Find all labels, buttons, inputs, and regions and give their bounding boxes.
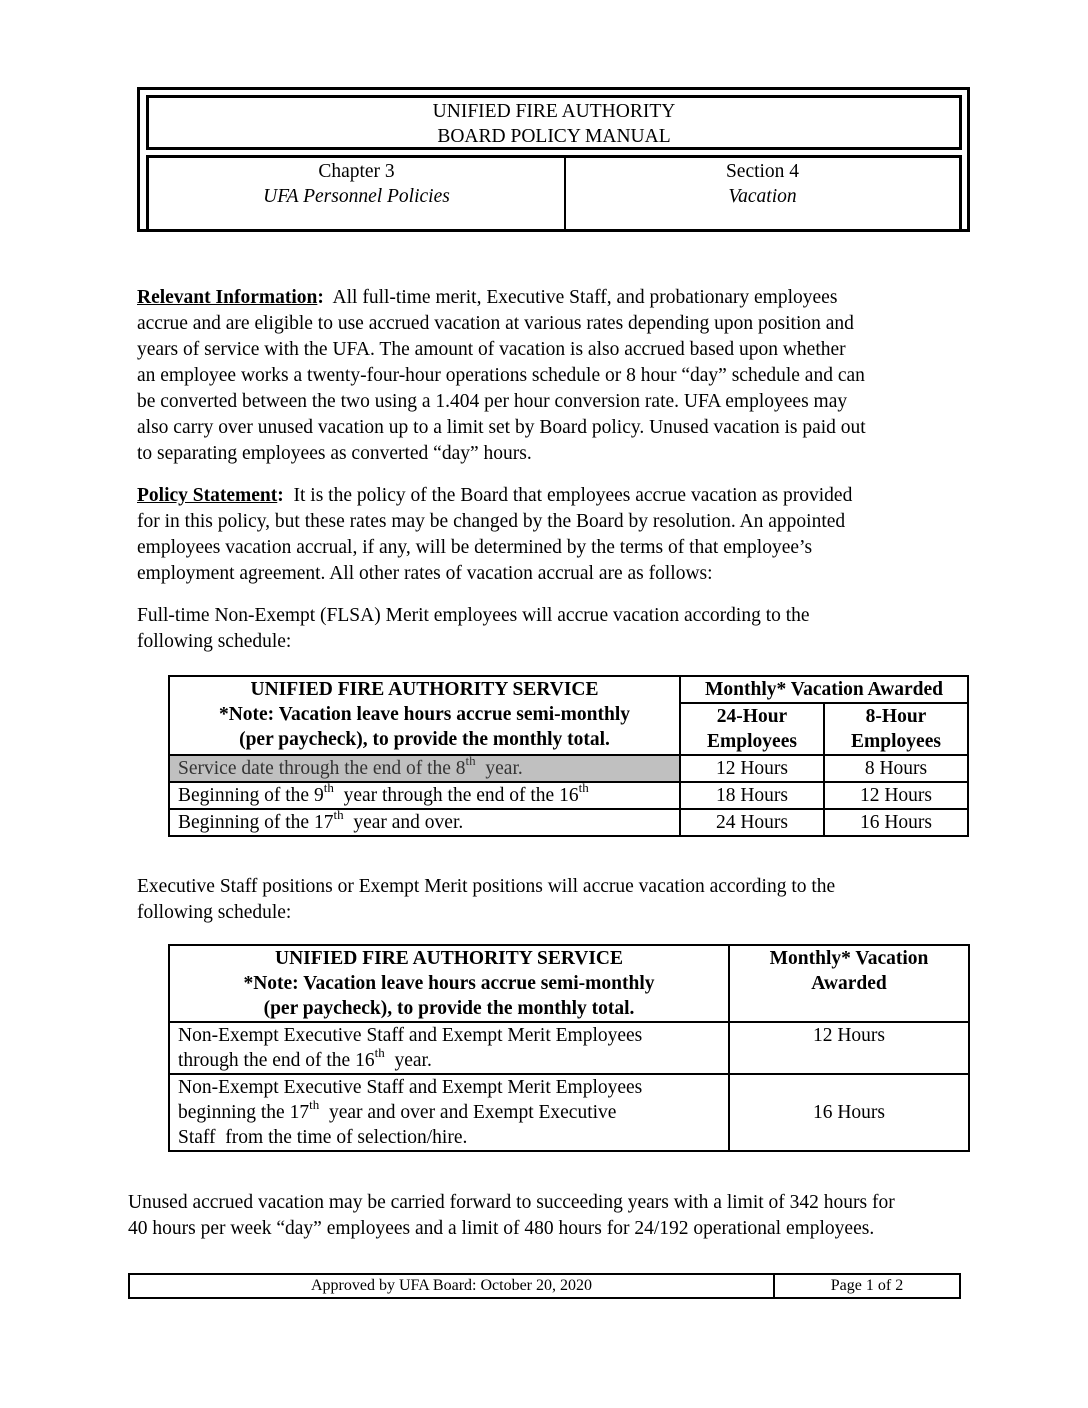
text-line: be converted between the two using a 1.404 per hour conversion rate. UFA employees may [137, 391, 848, 412]
header-line: Employees [707, 731, 797, 752]
8-hour-cell: 12 Hours [824, 782, 968, 809]
header-line: 8-Hour [865, 706, 927, 727]
hours-cell: 12 Hours [729, 1022, 969, 1074]
24-hour-cell: 12 Hours [680, 755, 824, 782]
table-row [169, 755, 968, 782]
header-line: 24-Hour [716, 706, 788, 727]
service-cell [169, 779, 680, 809]
relevant-information-paragraph [137, 285, 957, 467]
service-header-cell [169, 945, 729, 1022]
cell-text [178, 1096, 720, 1125]
header-note-line: *Note: Vacation leave hours accrue semi-monthly [243, 973, 655, 994]
cell-text: Beginning of the 9 [178, 785, 324, 806]
policy-header-box [137, 87, 970, 232]
text-line: employees vacation accrual, if any, will be determined by the terms of that employee’s [137, 537, 813, 558]
carryover-paragraph [128, 1190, 978, 1242]
24-hour-cell: 24 Hours [680, 809, 824, 836]
nonexempt-intro-paragraph [137, 603, 957, 655]
section-title: Vacation [728, 186, 797, 207]
table-row [169, 782, 968, 809]
cell-text: year. [475, 758, 523, 779]
cell-text: year. [384, 1050, 432, 1071]
page-footer [128, 1273, 961, 1299]
header-line: Employees [851, 731, 941, 752]
table-header-row [169, 945, 969, 1022]
ordinal-suffix: th [578, 779, 589, 795]
text-line: also carry over unused vacation up to a limit set by Board policy. Unused vacation is paid out [137, 417, 866, 438]
policy-statement-label: Policy Statement [137, 485, 278, 506]
text-line: Executive Staff positions or Exempt Merit positions will accrue vacation according to the [137, 876, 836, 897]
text-line: to separating employees as converted “day” hours. [137, 443, 532, 464]
policy-statement-paragraph [137, 483, 957, 587]
exempt-vacation-table [168, 944, 970, 1152]
text-line: years of service with the UFA. The amount of vacation is also accrued based upon whether [137, 339, 846, 360]
service-cell [169, 1074, 729, 1151]
cell-text: Non-Exempt Executive Staff and Exempt Merit Employees [178, 1025, 643, 1046]
service-header-cell [169, 676, 680, 755]
hours-cell: 16 Hours [729, 1074, 969, 1151]
service-cell [169, 1022, 729, 1074]
cell-text: Staff from the time of selection/hire. [178, 1127, 468, 1148]
header-note-line: (per paycheck), to provide the monthly total. [239, 729, 610, 750]
approval-date: Approved by UFA Board: October 20, 2020 [130, 1275, 775, 1297]
cell-text: Beginning of the 17 [178, 812, 334, 833]
service-cell [169, 806, 680, 836]
chapter-label: Chapter 3 [318, 161, 395, 182]
section-cell [566, 158, 959, 231]
org-name: UNIFIED FIRE AUTHORITY [432, 101, 676, 122]
cell-text: year and over. [343, 812, 464, 833]
text-line: employment agreement. All other rates of vacation accrual are as follows: [137, 563, 713, 584]
text-line: 40 hours per week “day” employees and a limit of 480 hours for 24/192 operational employees. [128, 1218, 875, 1239]
text-line-content: It is the policy of the Board that employees accrue vacation as provided [293, 485, 853, 506]
text-line: an employee works a twenty-four-hour operations schedule or 8 hour “day” schedule and can [137, 365, 865, 386]
header-line: UNIFIED FIRE AUTHORITY SERVICE [250, 679, 599, 700]
cell-text: year and over and Exempt Executive [319, 1102, 617, 1123]
cell-text [178, 1044, 720, 1073]
service-cell [169, 752, 680, 782]
cell-text: Service date through the end of the 8 [178, 758, 466, 779]
ordinal-suffix: th [465, 752, 476, 768]
text-line: for in this policy, but these rates may be changed by the Board by resolution. An appointed [137, 511, 846, 532]
chapter-title: UFA Personnel Policies [263, 186, 450, 207]
cell-text: through the end of the 16 [178, 1050, 375, 1071]
text-line: following schedule: [137, 902, 292, 923]
table-header-row [169, 676, 968, 703]
text-line: Unused accrued vacation may be carried forward to succeeding years with a limit of 342 hours for [128, 1192, 895, 1213]
relevant-information-label: Relevant Information [137, 287, 318, 308]
table-row [169, 809, 968, 836]
header-line: Awarded [811, 973, 887, 994]
text-line-content: All full-time merit, Executive Staff, and probationary employees [332, 287, 838, 308]
header-line: Monthly* Vacation [769, 948, 929, 969]
cell-text: beginning the 17 [178, 1102, 310, 1123]
chapter-section-block [146, 155, 962, 230]
text-line: Relevant Information: All full-time merit, Executive Staff, and probationary employees [137, 287, 838, 308]
ordinal-suffix: th [309, 1096, 320, 1112]
chapter-cell [149, 158, 566, 231]
24-hour-header-cell [680, 703, 824, 755]
header-line: UNIFIED FIRE AUTHORITY SERVICE [274, 948, 624, 969]
awarded-header-cell: Monthly* Vacation Awarded [680, 676, 968, 703]
8-hour-cell: 16 Hours [824, 809, 968, 836]
header-note-line: (per paycheck), to provide the monthly total. [263, 998, 635, 1019]
text-line: Full-time Non-Exempt (FLSA) Merit employees will accrue vacation according to the [137, 605, 810, 626]
section-label: Section 4 [725, 161, 800, 182]
awarded-header-cell [729, 945, 969, 1022]
nonexempt-vacation-table [168, 675, 969, 837]
cell-text: Non-Exempt Executive Staff and Exempt Merit Employees [178, 1077, 643, 1098]
org-title-block [146, 95, 962, 150]
ordinal-suffix: th [374, 1044, 385, 1060]
table-row [169, 1074, 969, 1151]
exempt-intro-paragraph [137, 874, 957, 926]
text-line: accrue and are eligible to use accrued vacation at various rates depending upon position and [137, 313, 854, 334]
text-line: Policy Statement: It is the policy of the Board that employees accrue vacation as provided [137, 485, 853, 506]
ordinal-suffix: th [323, 779, 334, 795]
header-note-line: *Note: Vacation leave hours accrue semi-monthly [218, 704, 631, 725]
page-number: Page 1 of 2 [830, 1277, 904, 1294]
cell-text: year through the end of the 16 [333, 785, 579, 806]
8-hour-header-cell [824, 703, 968, 755]
text-line: following schedule: [137, 631, 292, 652]
24-hour-cell: 18 Hours [680, 782, 824, 809]
8-hour-cell: 8 Hours [824, 755, 968, 782]
manual-name: BOARD POLICY MANUAL [437, 126, 671, 147]
ordinal-suffix: th [333, 806, 344, 822]
table-row [169, 1022, 969, 1074]
